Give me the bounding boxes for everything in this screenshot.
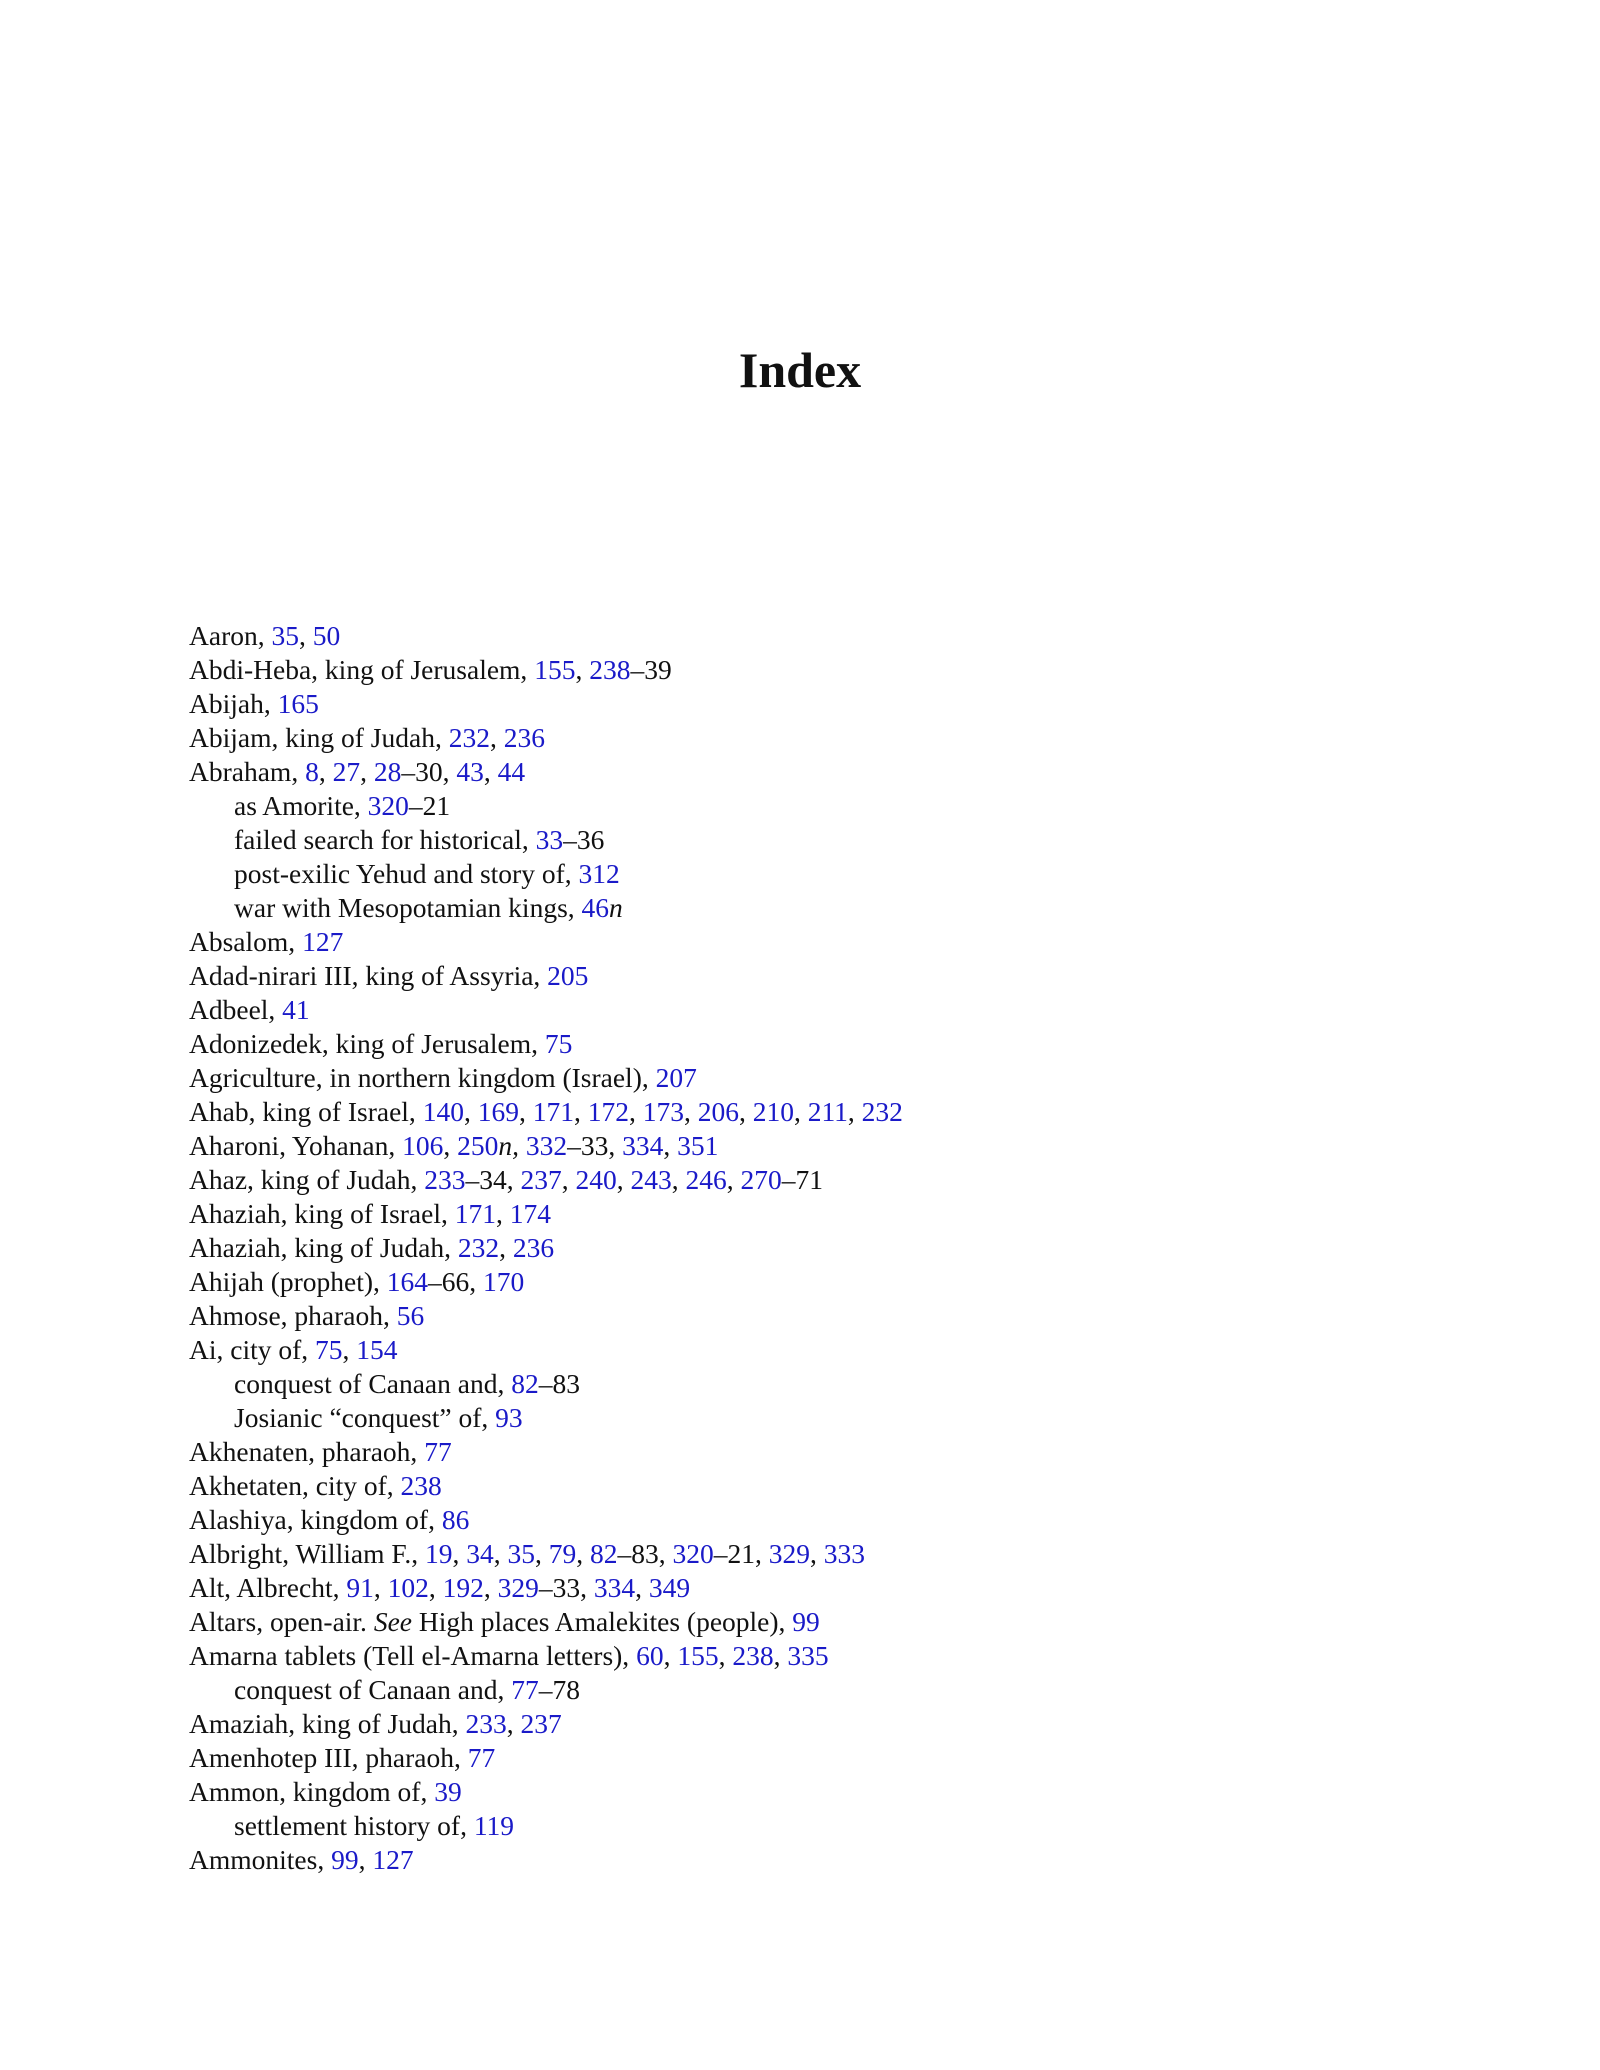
- page-reference-link[interactable]: 82: [511, 1368, 539, 1399]
- page-reference-link[interactable]: 119: [473, 1810, 515, 1841]
- index-entry: [189, 1095, 1489, 1129]
- entry-text: ,: [635, 1572, 649, 1603]
- entry-text: Adbeel,: [189, 994, 283, 1025]
- index-subentry: [189, 857, 1489, 891]
- entry-text: ,: [483, 756, 498, 787]
- entry-text: ,: [663, 1640, 678, 1671]
- page-reference-link[interactable]: 41: [282, 994, 310, 1025]
- entry-text: –34,: [465, 1164, 521, 1195]
- page-reference-link[interactable]: 205: [547, 960, 589, 991]
- entry-text: –71: [781, 1164, 823, 1195]
- index-entry: [189, 1231, 1489, 1265]
- page-reference-link[interactable]: 169: [477, 1096, 519, 1127]
- page-reference-link[interactable]: 28: [373, 756, 402, 787]
- page-reference-link[interactable]: 27: [332, 756, 361, 787]
- page-reference-link[interactable]: 238: [589, 654, 631, 685]
- index-entry: [189, 1265, 1489, 1299]
- page-reference-link[interactable]: 60: [636, 1640, 664, 1671]
- page-reference-link[interactable]: 332: [525, 1130, 568, 1161]
- entry-text: –83: [538, 1368, 580, 1399]
- page-reference-link[interactable]: 75: [544, 1028, 573, 1059]
- page-reference-link[interactable]: 43: [456, 756, 484, 787]
- index-entry: [189, 925, 1489, 959]
- entry-text: Akhetaten, city of,: [189, 1470, 401, 1501]
- page-reference-link[interactable]: 93: [495, 1402, 523, 1433]
- entry-text: ,: [628, 1096, 643, 1127]
- page-reference-link[interactable]: 238: [732, 1640, 774, 1671]
- entry-text: Abijah,: [189, 688, 278, 719]
- page-reference-link[interactable]: 173: [642, 1096, 684, 1127]
- entry-text: Ahaz, king of Judah,: [189, 1164, 425, 1195]
- page-reference-link[interactable]: 335: [787, 1640, 829, 1671]
- entry-text: war with Mesopotamian kings,: [234, 892, 582, 923]
- entry-text: Ahijah (prophet),: [189, 1266, 387, 1297]
- page-reference-link[interactable]: 82: [590, 1538, 618, 1569]
- entry-text: Amarna tablets (Tell el-Amarna letters),: [189, 1640, 637, 1671]
- index-entry: [189, 993, 1489, 1027]
- entry-text: Amenhotep III, pharaoh,: [189, 1742, 468, 1773]
- page-reference-link[interactable]: 250: [457, 1130, 499, 1161]
- entry-text: ,: [671, 1164, 686, 1195]
- page-reference-link[interactable]: 171: [532, 1096, 574, 1127]
- page-reference-link[interactable]: 33: [535, 824, 564, 855]
- page-reference-link[interactable]: 8: [305, 756, 319, 787]
- entry-text: ,: [535, 1538, 549, 1569]
- entry-text: Absalom,: [189, 926, 303, 957]
- italic-text: n,: [498, 1130, 519, 1161]
- page-reference-link[interactable]: 233: [424, 1164, 466, 1195]
- page-reference-link[interactable]: 102: [387, 1572, 429, 1603]
- page-reference-link[interactable]: 320: [672, 1538, 714, 1569]
- index-subentry: [189, 1401, 1489, 1435]
- page-reference-link[interactable]: 237: [520, 1708, 562, 1739]
- index-subentry: [189, 789, 1489, 823]
- entry-text: ,: [576, 1538, 591, 1569]
- page-reference-link[interactable]: 35: [271, 620, 299, 651]
- page-reference-link[interactable]: 79: [548, 1538, 577, 1569]
- entry-text: Ai, city of,: [189, 1334, 316, 1365]
- entry-text: Alashiya, kingdom of,: [189, 1504, 442, 1535]
- page-reference-link[interactable]: 106: [402, 1130, 444, 1161]
- index-entry: [189, 1163, 1489, 1197]
- page-reference-link[interactable]: 39: [434, 1776, 462, 1807]
- entry-text: ,: [360, 756, 374, 787]
- index-subentry: [189, 1673, 1489, 1707]
- page-reference-link[interactable]: 50: [312, 620, 341, 651]
- page-reference-link[interactable]: 236: [512, 1232, 555, 1263]
- page-reference-link[interactable]: 77: [424, 1436, 452, 1467]
- page-reference-link[interactable]: 237: [520, 1164, 562, 1195]
- entry-text: –21: [408, 790, 451, 821]
- page-reference-link[interactable]: 44: [497, 756, 526, 787]
- page-reference-link[interactable]: 270: [740, 1164, 782, 1195]
- entry-text: ,: [483, 1572, 498, 1603]
- page-reference-link[interactable]: 170: [483, 1266, 525, 1297]
- page-reference-link[interactable]: 99: [331, 1844, 359, 1875]
- index-entry: [189, 1537, 1489, 1571]
- page-reference-link[interactable]: 243: [630, 1164, 672, 1195]
- entry-text: Amaziah, king of Judah,: [189, 1708, 466, 1739]
- entry-text: ,: [738, 1096, 753, 1127]
- page-reference-link[interactable]: 206: [697, 1096, 739, 1127]
- entry-text: –78: [538, 1674, 580, 1705]
- page-reference-link[interactable]: 233: [465, 1708, 507, 1739]
- entry-text: –83,: [617, 1538, 673, 1569]
- entry-text: ,: [358, 1844, 373, 1875]
- entry-text: Altars, open-air.: [189, 1606, 374, 1637]
- index-entry: [189, 755, 1489, 789]
- page-reference-link[interactable]: 165: [277, 688, 319, 719]
- index-entry: [189, 653, 1489, 687]
- page-reference-link[interactable]: 171: [454, 1198, 496, 1229]
- index-entry: [189, 1843, 1489, 1877]
- entry-text: ,: [773, 1640, 788, 1671]
- index-entry: [189, 1639, 1489, 1673]
- index-entry: [189, 1129, 1489, 1163]
- entry-text: Ammon, kingdom of,: [189, 1776, 435, 1807]
- index-entry: [189, 959, 1489, 993]
- entry-text: ,: [810, 1538, 824, 1569]
- page-reference-link[interactable]: 333: [823, 1538, 866, 1569]
- page-reference-link[interactable]: 56: [396, 1300, 425, 1331]
- index-subentry: [189, 891, 1489, 925]
- page-reference-link[interactable]: 232: [457, 1232, 500, 1263]
- index-entry: [189, 1469, 1489, 1503]
- index-entry: [189, 1299, 1489, 1333]
- entry-text: –21,: [713, 1538, 769, 1569]
- page-title: Index: [738, 342, 862, 398]
- entry-text: ,: [683, 1096, 698, 1127]
- index-subentry: [189, 1367, 1489, 1401]
- entry-text: Ammonites,: [189, 1844, 332, 1875]
- entry-text: Abraham,: [189, 756, 306, 787]
- entry-text: ,: [616, 1164, 631, 1195]
- page-reference-link[interactable]: 19: [425, 1538, 453, 1569]
- entry-text: Aharoni, Yohanan,: [189, 1130, 403, 1161]
- entry-text: ,: [342, 1334, 357, 1365]
- entry-text: ,: [718, 1640, 733, 1671]
- entry-text: Albright, William F.,: [189, 1538, 426, 1569]
- page-reference-link[interactable]: 240: [575, 1164, 617, 1195]
- entry-text: ,: [496, 1198, 510, 1229]
- page-reference-link[interactable]: 334: [593, 1572, 636, 1603]
- page-reference-link[interactable]: 238: [400, 1470, 442, 1501]
- page-reference-link[interactable]: 236: [503, 722, 545, 753]
- entry-text: conquest of Canaan and,: [234, 1674, 512, 1705]
- page-reference-link[interactable]: 192: [442, 1572, 484, 1603]
- entry-text: Akhenaten, pharaoh,: [189, 1436, 425, 1467]
- entry-text: –33,: [567, 1130, 623, 1161]
- page-reference-link[interactable]: 155: [534, 654, 576, 685]
- page-reference-link[interactable]: 329: [768, 1538, 811, 1569]
- page-reference-link[interactable]: 210: [752, 1096, 794, 1127]
- entry-text: ,: [298, 620, 313, 651]
- page-reference-link[interactable]: 140: [422, 1096, 464, 1127]
- entry-text: Adad-nirari III, king of Assyria,: [189, 960, 548, 991]
- entry-text: Ahmose, pharaoh,: [189, 1300, 397, 1331]
- entry-text: –36: [563, 824, 605, 855]
- entry-text: –66,: [428, 1266, 484, 1297]
- index-entry: [189, 1707, 1489, 1741]
- index-entries: [189, 619, 1489, 1877]
- page-reference-link[interactable]: 351: [677, 1130, 719, 1161]
- italic-text: See: [373, 1606, 412, 1637]
- entry-text: ,: [573, 1096, 588, 1127]
- entry-text: ,: [489, 722, 504, 753]
- entry-text: ,: [726, 1164, 741, 1195]
- entry-text: Josianic “conquest” of,: [234, 1402, 496, 1433]
- entry-text: conquest of Canaan and,: [234, 1368, 512, 1399]
- entry-text: [519, 1130, 526, 1161]
- index-entry: [189, 1775, 1489, 1809]
- page-reference-link[interactable]: 164: [386, 1266, 429, 1297]
- index-entry: [189, 1435, 1489, 1469]
- index-entry: [189, 687, 1489, 721]
- index-entry: [189, 1741, 1489, 1775]
- page-reference-link[interactable]: 127: [372, 1844, 414, 1875]
- entry-text: as Amorite,: [234, 790, 368, 821]
- index-entry: [189, 721, 1489, 755]
- index-entry: [189, 1027, 1489, 1061]
- entry-text: Aaron,: [189, 620, 272, 651]
- index-entry: [189, 1061, 1489, 1095]
- page-reference-link[interactable]: 77: [511, 1674, 539, 1705]
- entry-text: post-exilic Yehud and story of,: [234, 858, 579, 889]
- index-entry: [189, 1197, 1489, 1231]
- entry-text: settlement history of,: [234, 1810, 474, 1841]
- entry-text: ,: [463, 1096, 478, 1127]
- page-reference-link[interactable]: 329: [497, 1572, 539, 1603]
- entry-text: Ahaziah, king of Judah,: [189, 1232, 458, 1263]
- index-entry: [189, 1605, 1489, 1639]
- index-subentry: [189, 823, 1489, 857]
- entry-text: ,: [561, 1164, 576, 1195]
- entry-text: Ahab, king of Israel,: [189, 1096, 423, 1127]
- entry-text: ,: [493, 1538, 508, 1569]
- entry-text: –39: [630, 654, 672, 685]
- entry-text: Agriculture, in northern kingdom (Israel),: [189, 1062, 656, 1093]
- entry-text: Abdi-Heba, king of Jerusalem,: [189, 654, 535, 685]
- entry-text: ,: [428, 1572, 443, 1603]
- page-reference-link[interactable]: 77: [467, 1742, 496, 1773]
- page-reference-link[interactable]: 246: [685, 1164, 727, 1195]
- page-reference-link[interactable]: 312: [578, 858, 620, 889]
- page-reference-link[interactable]: 34: [466, 1538, 494, 1569]
- entry-text: ,: [663, 1130, 678, 1161]
- index-entry: [189, 1503, 1489, 1537]
- page-reference-link[interactable]: 91: [346, 1572, 374, 1603]
- page-reference-link[interactable]: 46: [581, 892, 610, 923]
- page-reference-link[interactable]: 99: [792, 1606, 820, 1637]
- index-subentry: [189, 1809, 1489, 1843]
- entry-text: ,: [793, 1096, 808, 1127]
- entry-text: –30,: [401, 756, 457, 787]
- page-reference-link[interactable]: 232: [448, 722, 490, 753]
- page-reference-link[interactable]: 35: [507, 1538, 536, 1569]
- page-reference-link[interactable]: 211: [807, 1096, 848, 1127]
- page-reference-link[interactable]: 207: [655, 1062, 697, 1093]
- page-reference-link[interactable]: 232: [861, 1096, 903, 1127]
- page-reference-link[interactable]: 127: [302, 926, 344, 957]
- page-reference-link[interactable]: 86: [441, 1504, 470, 1535]
- page-reference-link[interactable]: 172: [587, 1096, 629, 1127]
- entry-text: –33,: [538, 1572, 594, 1603]
- entry-text: ,: [318, 756, 333, 787]
- entry-text: failed search for historical,: [234, 824, 536, 855]
- page-reference-link[interactable]: 155: [677, 1640, 719, 1671]
- entry-text: Ahaziah, king of Israel,: [189, 1198, 455, 1229]
- index-entry: [189, 1333, 1489, 1367]
- page-reference-link[interactable]: 174: [509, 1198, 551, 1229]
- page-reference-link[interactable]: 349: [648, 1572, 691, 1603]
- entry-text: ,: [452, 1538, 467, 1569]
- entry-text: Adonizedek, king of Jerusalem,: [189, 1028, 545, 1059]
- entry-text: ,: [506, 1708, 521, 1739]
- index-entry: [189, 619, 1489, 653]
- entry-text: ,: [373, 1572, 388, 1603]
- page-reference-link[interactable]: 154: [356, 1334, 398, 1365]
- entry-text: ,: [847, 1096, 862, 1127]
- italic-text: n: [609, 892, 623, 923]
- page-reference-link[interactable]: 334: [622, 1130, 664, 1161]
- entry-text: Alt, Albrecht,: [189, 1572, 347, 1603]
- entry-text: ,: [499, 1232, 513, 1263]
- entry-text: High places Amalekites (people),: [411, 1606, 793, 1637]
- entry-text: ,: [443, 1130, 458, 1161]
- entry-text: ,: [575, 654, 590, 685]
- page-reference-link[interactable]: 75: [315, 1334, 343, 1365]
- entry-text: ,: [518, 1096, 533, 1127]
- index-entry: [189, 1571, 1489, 1605]
- page-reference-link[interactable]: 320: [367, 790, 409, 821]
- entry-text: Abijam, king of Judah,: [189, 722, 449, 753]
